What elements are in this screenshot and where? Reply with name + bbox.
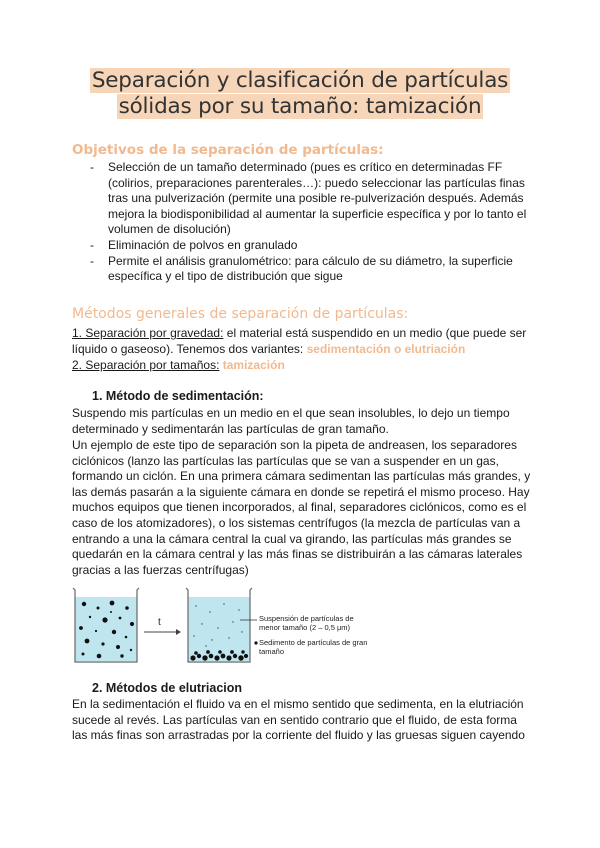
- objetivos-heading: Objetivos de la separación de partículas:: [72, 142, 384, 158]
- metodos-line-2: [72, 358, 532, 374]
- time-arrow-label: t: [158, 617, 161, 628]
- metodos-line-1: [72, 326, 532, 357]
- sedimentacion-paragraph-1: Suspendo mis partículas en un medio en el que sean insolubles, lo dejo un tiempo determinado y sedimentarán las partículas de gran tamaño.: [72, 406, 510, 436]
- objetivos-list: [84, 160, 534, 285]
- figure-label-sediment: Sedimento de partículas de gran tamaño: [259, 638, 368, 656]
- sedimentation-figure: [72, 586, 372, 666]
- gravedad-label: 1. Separación por gravedad:: [72, 326, 224, 340]
- time-arrow-head: [176, 629, 181, 635]
- figure-label-suspension: Suspensión de partículas de menor tamaño (2 – 0,5 μm): [259, 614, 354, 632]
- list-item: - Selección de un tamaño determinado (pues es crítico en determinadas FF (colirios, preparaciones parenterales…): puedo seleccionar las partículas finas tras una pulverización (permite una posible re-pulverización después. Además mejora la biodisponibilidad al aumentar la superficie específica y por lo tanto el volumen de disolución): [84, 160, 534, 238]
- list-item: - Permite el análisis granulométrico: para cálculo de su diámetro, la superficie específica y el tipo de distribución que sigue: [84, 254, 534, 285]
- sedimentacion-paragraph-2: Un ejemplo de este tipo de separación son la pipeta de andreasen, los separadores ciclónicos (lanzo las partículas las partículas que se van a suspender en un gas, formando un ciclón. En una primera cámara sedimentan las partículas más grandes, y las demás pasarán a la siguiente cámara en donde se repetirá el mismo proceso. Hay muchos equipos que tienen incorporados, al final, separadores ciclónicos, como es el caso de los atomizadores), o los sistemas centrífugos (la mezcla de partículas van a entrando a una la cámara central la cual va girando, las partículas más grandes se quedarán en la cámara central y las más finas se distribuirán a las cámaras laterales gracias a las fuerzas centrífugas): [72, 438, 531, 577]
- gravedad-text: el material está suspendido en un medio (que puede ser líquido o gaseoso). Tenemos dos variantes:: [72, 326, 527, 356]
- sedimentacion-heading: 1. Método de sedimentación:: [92, 389, 264, 403]
- elutriacion-paragraph: En la sedimentación el fluido va en el mismo sentido que sedimenta, en la elutriación sucede al revés. Las partículas van en sentido contrario que el fluido, de esta forma las más finas son arrastradas por la corriente del fluido y las gruesas siguen cayendo: [72, 697, 525, 743]
- page-title: Separación y clasificación de partículas sólidas por su tamaño: tamización: [91, 68, 509, 119]
- tamizacion-accent: tamización: [219, 358, 285, 372]
- elutriacion-heading: 2. Métodos de elutriacion: [92, 681, 243, 695]
- gravedad-variants: sedimentación o elutriación: [306, 341, 466, 356]
- tamanos-label: 2. Separación por tamaños:: [72, 358, 220, 372]
- list-item: - Eliminación de polvos en granulado: [84, 238, 534, 254]
- metodos-heading: Métodos generales de separación de partículas:: [72, 306, 409, 322]
- label-2-dot: [254, 641, 257, 644]
